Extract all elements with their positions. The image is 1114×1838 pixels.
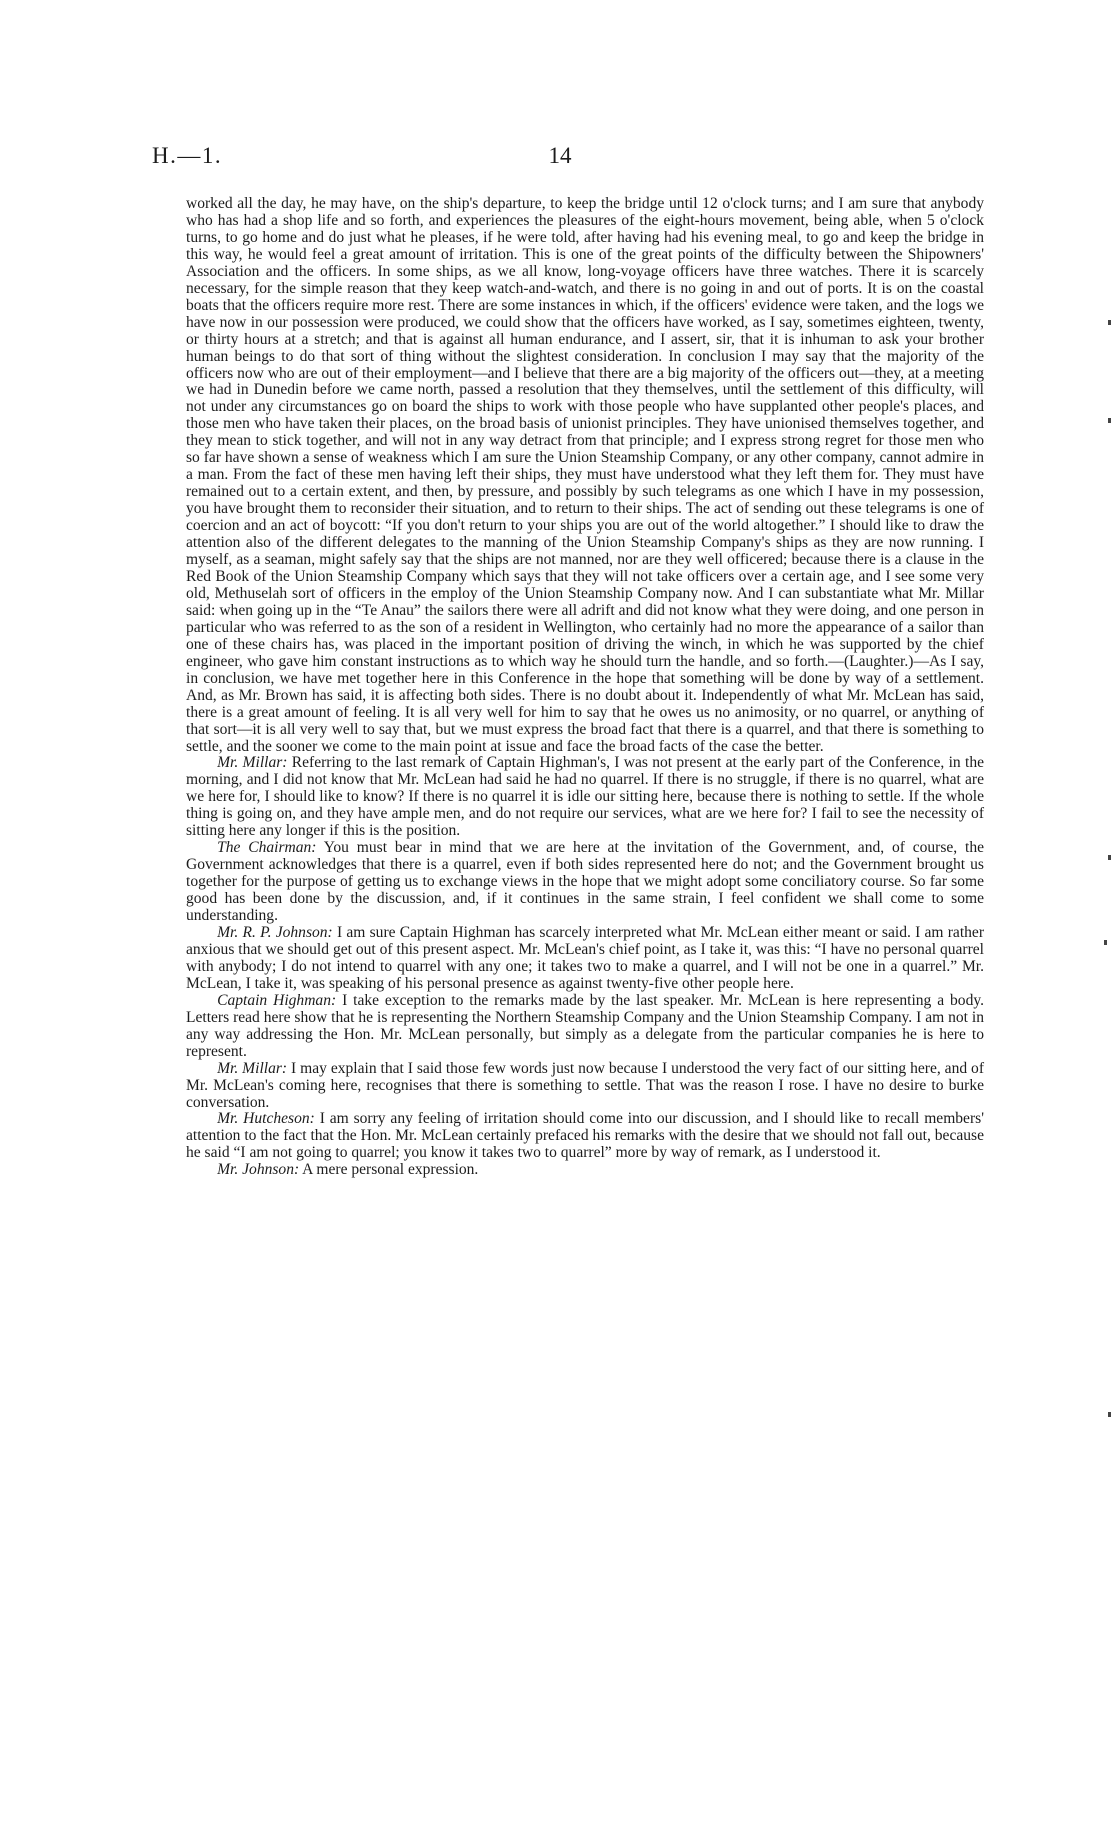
paragraph-text: worked all the day, he may have, on the ship's departure, to keep the bridge until 12 o'clock turns; and I am sure that anybody who has had a shop life and so forth, and experiences the pleasures of the eight-hours movement, being able, when 5 o'clock turns, to go home and do just what he pleases, if he were told, after having had his evening meal, to go and keep the bridge in this way, he would feel a great amount of irritation. This is one of the great points of the difficulty between the Shipowners' Association and the officers. In some ships, as we all know, long-voyage officers have three watches. There it is scarcely necessary, for the simple reason that they keep watch-and-watch, and there is no going in and out of ports. It is on the coastal boats that the officers require more rest. There are some instances in which, if the officers' evidence were taken, and the logs we have now in our possession were produced, we could show that the officers have worked, as I say, sometimes eighteen, twenty, or thirty hours at a stretch; and that is against all human endurance, and I assert, sir, that it is inhuman to ask your brother human beings to do that sort of thing without the slightest consideration. In conclusion I may say that the majority of the officers now who are out of their employment—and I believe that there are a big majority of the officers out—they, at a meeting we had in Dunedin before we came north, passed a resolution that they themselves, until the settlement of this difficulty, will not under any circumstances go on board the ships to work with those people who have supplanted other people's places, and those men who have taken their places, on the broad basis of unionist principles. They have unionised themselves together, and they mean to stick together, and will not in any way detract from that principle; and I express strong regret for those men who so far have shown a sense of weakness which I am sure the Union Steamship Company, or any other company, cannot admire in a man. From the fact of these men having left their ships, they must have understood what they left them for. They must have remained out to a certain extent, and then, by pressure, and possibly by such telegrams as one which I have in my possession, you have brought them to reconsider their situation, and to return to their ships. The act of sending out these telegrams is one of coercion and an act of boycott: “If you don't return to your ships you are out of the world altogether.” I should like to draw the attention also of the different delegates to the manning of the Union Steamship Company's ships as they are now running. I myself, as a seaman, might safely say that the ships are not manned, nor are they well officered; because there is a clause in the Red Book of the Union Steamship Company which says that they will not take officers over a certain age, and I see some very old, Methuselah sort of officers in the employ of the Union Steamship Company now. And I can substantiate what Mr. Millar said: when going up in the “Te Anau” the sailors there were all adrift and did not know what they were doing, and one person in particular who was referred to as the son of a resident in Wellington, who certainly had no more the appearance of a sailor than one of these chairs has, was placed in the important position of driving the winch, in which he was supported by the chief engineer, who gave him constant instructions as to which way he should turn the handle, and so forth.—(Laughter.)—As I say, in conclusion, we have met together here in this Conference in the hope that something will be done by way of a settlement. And, as Mr. Brown has said, it is affecting both sides. There is no doubt about it. Independently of what Mr. McLean has said, there is a great amount of feeling. It is all very well for him to say that he owes us no animosity, or no quarrel, or anything of that sort—it is all very well to say that, but we must express the broad fact that there is a quarrel, and that there is something to settle, and the sooner we come to the main point at issue and face the broad facts of the case the better. (186, 195, 984, 755)
paragraph (186, 755, 984, 840)
paragraph (186, 840, 984, 925)
speaker-name: Mr. R. P. Johnson: (217, 923, 333, 941)
page-header (0, 143, 1114, 175)
speaker-name: Mr. Hutcheson: (217, 1110, 315, 1128)
paragraph (186, 196, 984, 755)
paragraph-text: Referring to the last remark of Captain Highman's, I was not present at the early part of the Conference, in the morning, and I did not know that Mr. McLean had said he had no quarrel. If there is no struggle, if there is no quarrel, what are we here for, I should like to know? If there is no quarrel it is idle our sitting here, because there is nothing to settle. If the whole thing is going on, and they have ample men, and do not require our services, what are we here for? I fail to see the necessity of sitting here any longer if this is the position. (186, 754, 984, 840)
speaker-name: Mr. Millar: (217, 754, 288, 772)
scan-mark (1108, 855, 1111, 860)
paragraph (186, 1111, 984, 1162)
scan-mark (1104, 940, 1107, 945)
scan-mark (1108, 320, 1111, 325)
scan-mark (1108, 418, 1111, 423)
paragraph-text: I take exception to the remarks made by the last speaker. Mr. McLean is here representing a body. Letters read here show that he is representing the Northern Steamship Company and the Union Steamship Company. I am not in any way addressing the Hon. Mr. McLean personally, but simply as a delegate from the particular companies he is here to represent. (186, 991, 984, 1060)
paragraph-text: I am sorry any feeling of irritation should come into our discussion, and I should like to recall members' attention to the fact that the Hon. Mr. McLean certainly prefaced his remarks with the desire that we should not fall out, because he said “I am not going to quarrel; you know it takes two to quarrel” more by way of remark, as I understood it. (186, 1110, 984, 1162)
speaker-name: Mr. Johnson: (217, 1161, 300, 1179)
paragraph-text: You must bear in mind that we are here at the invitation of the Government, and, of course, the Government acknowledges that there is a quarrel, even if both sides represented here do not; and the Government brought us together for the purpose of getting us to exchange views in the hope that we might adopt some conciliatory course. So far some good has been done by the discussion, and, if it continues in the same strain, I feel confident we shall come to some understanding. (186, 839, 985, 925)
speaker-name: Captain Highman: (217, 991, 337, 1009)
document-reference: H.—1. (152, 143, 223, 168)
paragraph-text: I am sure Captain Highman has scarcely interpreted what Mr. McLean either meant or said. I am rather anxious that we should get out of this present aspect. Mr. McLean's chief point, as I take it, was this: “I have no personal quarrel with anybody; I do not intend to quarrel with any one; it takes two to make a quarrel, and I will not be one in a quarrel.” Mr. McLean, I take it, was speaking of his personal presence as against twenty-five other people here. (186, 923, 984, 992)
scan-mark (1108, 1412, 1111, 1417)
page-number: 14 (548, 143, 572, 168)
paragraph (186, 1162, 984, 1179)
paragraph-text: A mere personal expression. (302, 1161, 479, 1179)
speaker-name: The Chairman: (217, 839, 317, 857)
paragraph (186, 1061, 984, 1112)
body-text (186, 196, 984, 1179)
paragraph-text: I may explain that I said those few words just now because I understood the very fact of our sitting here, and of Mr. McLean's coming here, recognises that there is something to settle. That was the reason I rose. I have no desire to burke conversation. (186, 1059, 985, 1111)
paragraph (186, 925, 984, 993)
speaker-name: Mr. Millar: (217, 1059, 288, 1077)
paragraph (186, 993, 984, 1061)
